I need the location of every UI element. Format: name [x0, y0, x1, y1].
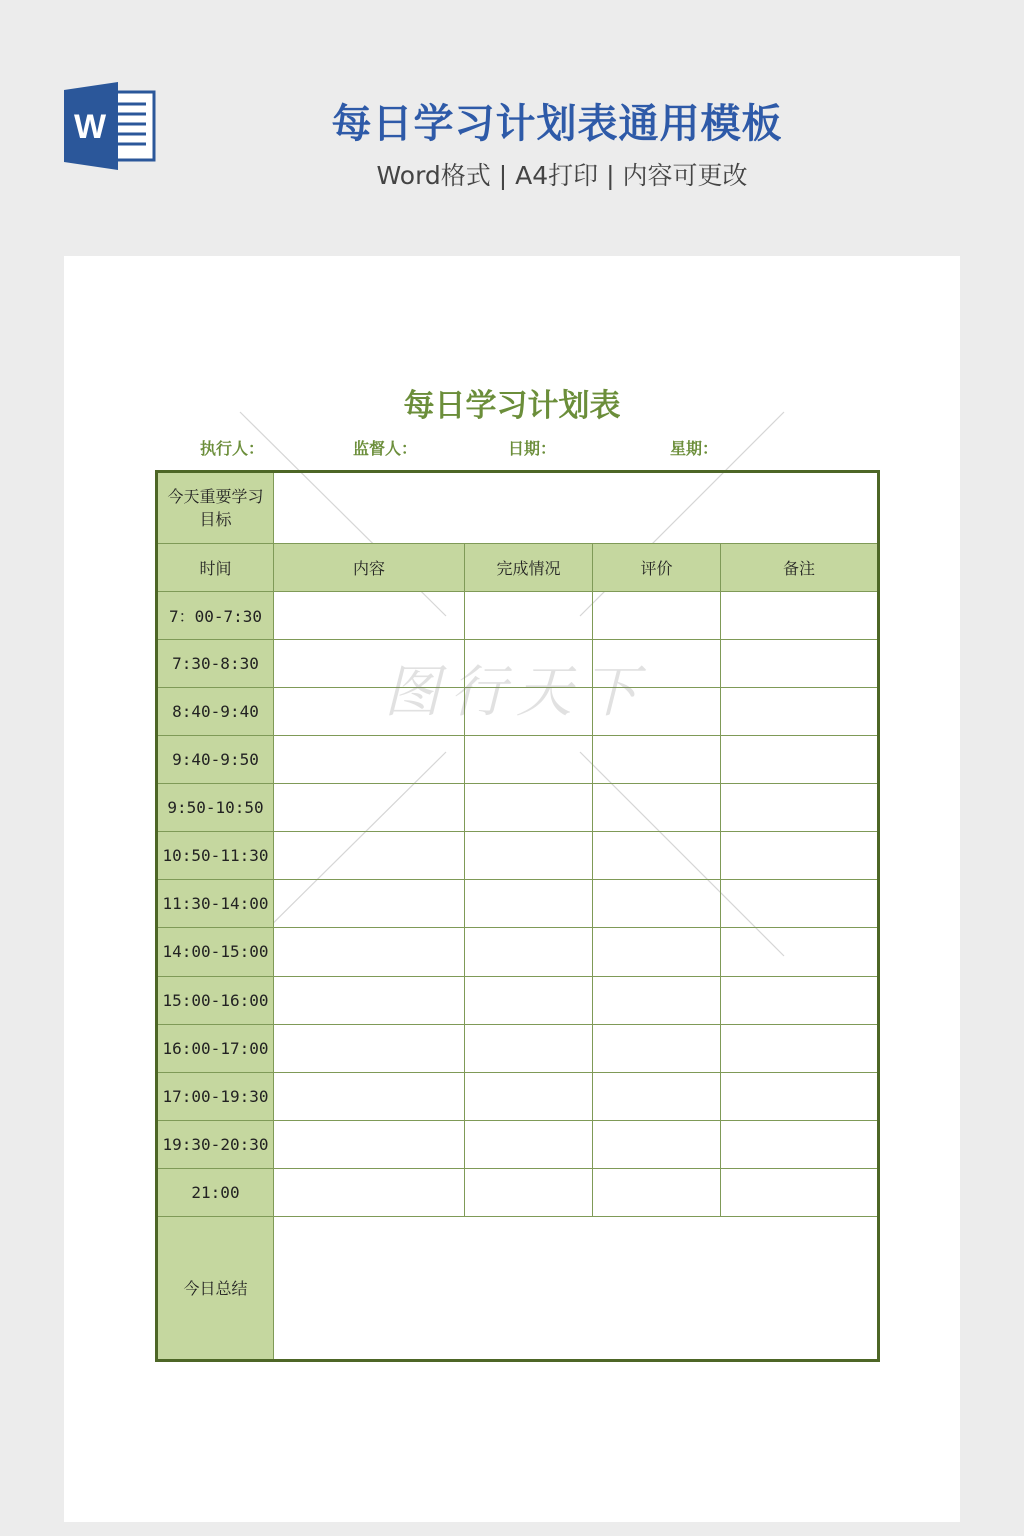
table-row: [157, 1120, 879, 1168]
time-cell: 7：00-7:30: [157, 592, 274, 640]
table-row: [157, 640, 879, 688]
content-cell[interactable]: [274, 640, 465, 688]
content-cell[interactable]: [274, 928, 465, 976]
table-row: [157, 784, 879, 832]
goal-label: 今天重要学习目标: [157, 472, 274, 544]
content-cell[interactable]: [274, 688, 465, 736]
evaluation-cell[interactable]: [593, 784, 721, 832]
table-row: [157, 1168, 879, 1216]
content-cell[interactable]: [274, 1120, 465, 1168]
notes-cell[interactable]: [721, 1072, 879, 1120]
evaluation-cell[interactable]: [593, 976, 721, 1024]
time-cell: 8:40-9:40: [157, 688, 274, 736]
time-cell: 7:30-8:30: [157, 640, 274, 688]
completion-cell[interactable]: [465, 976, 593, 1024]
content-cell[interactable]: [274, 976, 465, 1024]
evaluation-cell[interactable]: [593, 592, 721, 640]
summary-label: 今日总结: [157, 1216, 274, 1360]
time-cell: 11:30-14:00: [157, 880, 274, 928]
header-completion: 完成情况: [465, 544, 593, 592]
evaluation-cell[interactable]: [593, 1168, 721, 1216]
time-cell: 19:30-20:30: [157, 1120, 274, 1168]
time-cell: 9:50-10:50: [157, 784, 274, 832]
time-cell: 16:00-17:00: [157, 1024, 274, 1072]
weekday-label: 星期：: [670, 439, 719, 458]
banner-subtitle: Word格式 | A4打印 | 内容可更改: [376, 161, 748, 190]
evaluation-cell[interactable]: [593, 832, 721, 880]
table-row: [157, 1072, 879, 1120]
time-cell: 14:00-15:00: [157, 928, 274, 976]
time-cell: 10:50-11:30: [157, 832, 274, 880]
completion-cell[interactable]: [465, 1024, 593, 1072]
time-cell: 21:00: [157, 1168, 274, 1216]
goal-row: [157, 472, 879, 544]
header-evaluation: 评价: [593, 544, 721, 592]
goal-cell[interactable]: [274, 472, 879, 544]
notes-cell[interactable]: [721, 928, 879, 976]
table-row: [157, 688, 879, 736]
content-cell[interactable]: [274, 736, 465, 784]
time-cell: 9:40-9:50: [157, 736, 274, 784]
header-time: 时间: [157, 544, 274, 592]
table-row: [157, 1024, 879, 1072]
notes-cell[interactable]: [721, 592, 879, 640]
header-row: [157, 544, 879, 592]
document-title: 每日学习计划表: [403, 388, 621, 424]
time-cell: 17:00-19:30: [157, 1072, 274, 1120]
completion-cell[interactable]: [465, 1168, 593, 1216]
table-row: [157, 976, 879, 1024]
evaluation-cell[interactable]: [593, 640, 721, 688]
word-icon-letter: W: [73, 108, 107, 146]
summary-cell[interactable]: [274, 1216, 879, 1360]
watermark-text: 图行天下: [384, 660, 648, 725]
study-plan-table: [155, 470, 880, 1362]
table-row: [157, 880, 879, 928]
date-label: 日期：: [508, 439, 557, 458]
evaluation-cell[interactable]: [593, 928, 721, 976]
notes-cell[interactable]: [721, 688, 879, 736]
notes-cell[interactable]: [721, 880, 879, 928]
completion-cell[interactable]: [465, 688, 593, 736]
table-row: [157, 592, 879, 640]
completion-cell[interactable]: [465, 592, 593, 640]
schedule-rows: [157, 592, 879, 1217]
completion-cell[interactable]: [465, 784, 593, 832]
evaluation-cell[interactable]: [593, 688, 721, 736]
content-cell[interactable]: [274, 880, 465, 928]
completion-cell[interactable]: [465, 736, 593, 784]
notes-cell[interactable]: [721, 640, 879, 688]
summary-row: [157, 1216, 879, 1360]
content-cell[interactable]: [274, 592, 465, 640]
completion-cell[interactable]: [465, 880, 593, 928]
completion-cell[interactable]: [465, 640, 593, 688]
notes-cell[interactable]: [721, 976, 879, 1024]
content-cell[interactable]: [274, 1072, 465, 1120]
notes-cell[interactable]: [721, 1024, 879, 1072]
evaluation-cell[interactable]: [593, 1072, 721, 1120]
content-cell[interactable]: [274, 1024, 465, 1072]
completion-cell[interactable]: [465, 1072, 593, 1120]
completion-cell[interactable]: [465, 832, 593, 880]
content-cell[interactable]: [274, 832, 465, 880]
banner-title: 每日学习计划表通用模板: [331, 101, 783, 147]
evaluation-cell[interactable]: [593, 1120, 721, 1168]
completion-cell[interactable]: [465, 928, 593, 976]
evaluation-cell[interactable]: [593, 880, 721, 928]
time-cell: 15:00-16:00: [157, 976, 274, 1024]
notes-cell[interactable]: [721, 1120, 879, 1168]
table-row: [157, 832, 879, 880]
notes-cell[interactable]: [721, 832, 879, 880]
completion-cell[interactable]: [465, 1120, 593, 1168]
evaluation-cell[interactable]: [593, 1024, 721, 1072]
content-cell[interactable]: [274, 1168, 465, 1216]
document-sheet: [64, 256, 960, 1522]
supervisor-label: 监督人：: [353, 439, 418, 458]
table-row: [157, 928, 879, 976]
table-row: [157, 736, 879, 784]
header-notes: 备注: [721, 544, 879, 592]
content-cell[interactable]: [274, 784, 465, 832]
executor-label: 执行人：: [200, 439, 265, 458]
notes-cell[interactable]: [721, 1168, 879, 1216]
header-content: 内容: [274, 544, 465, 592]
notes-cell[interactable]: [721, 736, 879, 784]
notes-cell[interactable]: [721, 784, 879, 832]
evaluation-cell[interactable]: [593, 736, 721, 784]
